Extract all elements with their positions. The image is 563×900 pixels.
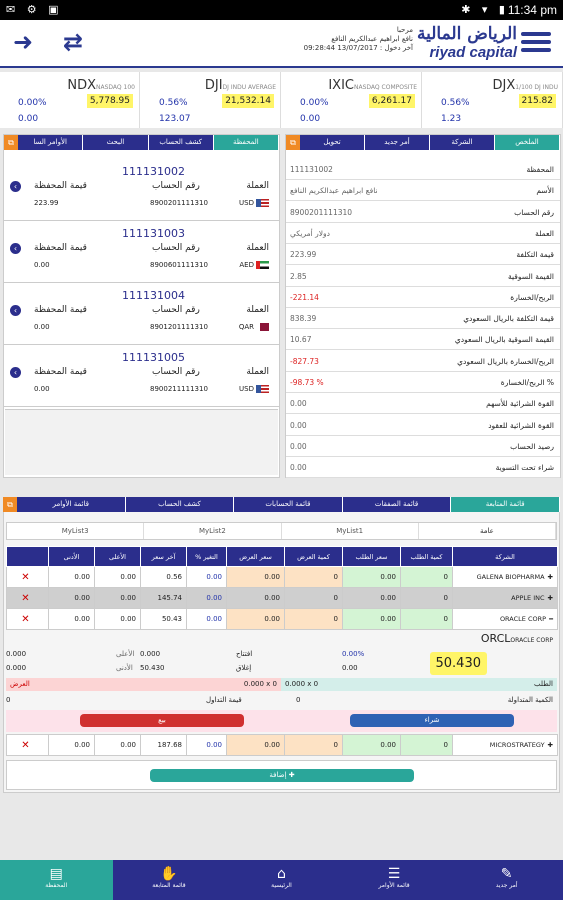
nav-icon: ✎ [500, 866, 513, 882]
symbol-cell[interactable]: GALENA BIOPHARMA ✚ [453, 567, 558, 588]
nav-icon: ☰ [387, 866, 401, 882]
ticker-percent: 0.00% [18, 98, 47, 108]
account-card[interactable] [4, 345, 279, 407]
nav-icon: ▤ [49, 866, 63, 882]
currency-value: USD [239, 385, 269, 393]
nav-item-2[interactable] [225, 860, 338, 900]
logo-arabic: الرياض المالية [417, 24, 517, 44]
account-number-value: 8901201111310 [150, 323, 208, 331]
expand-icon[interactable]: ✚ [547, 741, 553, 749]
external-link-icon[interactable]: ⧉ [3, 497, 17, 512]
chevron-left-icon[interactable]: ‹ [10, 181, 21, 192]
detail-key: قيمة التكلفة [516, 250, 554, 260]
ticker-percent: 0.56% [159, 98, 188, 108]
detail-key: الربح/الخسارة % [500, 378, 554, 387]
status-bar [0, 0, 563, 20]
portfolio-value-label: قيمة المحفظة [34, 367, 87, 377]
notification-icons: ✉ ⚙ ▣ [6, 3, 63, 16]
detail-row [286, 372, 560, 393]
ticker-item-djx[interactable] [423, 72, 563, 128]
account-card[interactable] [4, 221, 279, 283]
quote-symbol: ORCLORACLE CORP [480, 632, 553, 645]
detail-value: 2.85 [290, 271, 307, 281]
quote-extra-2: 0.000 [6, 664, 27, 672]
currency-value: AED [239, 261, 269, 269]
ticker-change: 0.00 [18, 114, 39, 124]
open-label: افتتاح [236, 650, 253, 658]
welcome-username: نافع ابراهيم عبدالكريم النافع [331, 35, 413, 43]
last-price-cell: 50.43 [141, 609, 187, 630]
detail-value: 0.00 [290, 420, 307, 430]
column-header[interactable]: سعر العرض [227, 547, 285, 567]
ticker-item-ixic[interactable] [282, 72, 422, 128]
portfolio-value: 0.00 [34, 385, 50, 393]
currency-label: العملة [246, 181, 269, 191]
portfolio-value-label: قيمة المحفظة [34, 181, 87, 191]
detail-row [286, 415, 560, 436]
account-number-value: 8900211111310 [150, 385, 208, 393]
detail-row [286, 436, 560, 457]
flag-icon [256, 323, 269, 331]
logo-mark-icon [521, 32, 551, 56]
currency-value: USD [239, 199, 269, 207]
detail-key: الأسم [536, 186, 554, 196]
watchlist-body [7, 567, 558, 630]
account-card[interactable] [4, 159, 279, 221]
ticker-symbol: IXICNASDAQ COMPOSITE [328, 78, 417, 93]
last-price-cell: 187.68 [141, 735, 187, 756]
ticker-item-ndx[interactable] [0, 72, 140, 128]
last-price-cell: 0.56 [141, 567, 187, 588]
high-label: الأعلى [116, 650, 135, 658]
detail-value: -98.73 % [290, 378, 324, 387]
index-ticker [0, 72, 563, 128]
bid-label: الطلب [533, 680, 553, 688]
detail-value: -221.14 [290, 292, 319, 302]
table-row[interactable] [7, 735, 558, 756]
remove-icon[interactable]: ✕ [7, 567, 49, 588]
accounts-empty-area [5, 409, 278, 475]
remove-icon[interactable]: ✕ [7, 588, 49, 609]
remove-icon[interactable]: ✕ [7, 609, 49, 630]
chevron-left-icon[interactable]: ‹ [10, 305, 21, 316]
riyad-capital-logo [415, 24, 553, 64]
detail-value: 0.00 [290, 463, 307, 473]
detail-row [286, 266, 560, 287]
low-cell: 0.00 [49, 567, 95, 588]
nav-item-4[interactable] [0, 860, 113, 900]
bid-qty-cell: 0 [401, 609, 453, 630]
symbol-cell[interactable]: ORACLE CORP ━ [453, 609, 558, 630]
watchlist-tabs [3, 497, 560, 512]
column-header[interactable]: الأدنى [49, 547, 95, 567]
ask-qty-cell: 0 [285, 735, 343, 756]
currency-label: العملة [246, 367, 269, 377]
welcome-greeting: مرحبا [396, 26, 413, 34]
quote-extra-1: 0.000 [6, 650, 27, 658]
detail-row [286, 329, 560, 350]
tab-wl_tabs-2[interactable]: قائمة الحسابات [234, 497, 343, 512]
turnover-label: قيمة التداول [206, 696, 242, 704]
account-card[interactable] [4, 283, 279, 345]
ticker-symbol: DJIDJ INDU AVERAGE [204, 78, 276, 93]
external-link-icon[interactable]: ⧉ [4, 135, 18, 150]
bid-bar [281, 678, 557, 691]
portfolio-value: 0.00 [34, 261, 50, 269]
bid-qty-cell: 0 [401, 735, 453, 756]
nav-icon: ✋ [160, 866, 178, 882]
tab-right_tabs-1[interactable]: الشركة [430, 135, 495, 150]
detail-key: القوة الشرائية للعقود [488, 420, 554, 430]
detail-row [286, 287, 560, 308]
column-header[interactable]: % التغير [187, 547, 227, 567]
ticker-percent: 0.00% [300, 98, 329, 108]
close-label: إغلاق [236, 664, 252, 672]
nav-label: قائمة الأوامر [378, 882, 410, 889]
detail-row [286, 159, 560, 180]
detail-key: القيمة السوقية بالريال السعودي [454, 335, 554, 345]
detail-row [286, 393, 560, 414]
ticker-symbol: DJX1/100 DJ INDU [492, 78, 558, 93]
account-number-label: رقم الحساب [152, 181, 200, 191]
detail-value: نافع ابراهيم عبدالكريم النافع [290, 186, 378, 196]
tab-right_tabs-0[interactable]: الملخص [495, 135, 560, 150]
detail-value: 8900201111310 [290, 207, 353, 217]
ticker-change: 1.23 [441, 114, 462, 124]
open-value: 0.00% [342, 650, 365, 658]
tab-right_tabs-2[interactable]: أمر جديد [365, 135, 430, 150]
high-cell: 0.00 [95, 588, 141, 609]
ask-value: 0.000 x 0 [243, 680, 277, 688]
tab-left_tabs-3[interactable]: الأوامر السا [18, 135, 83, 150]
ticker-value: 6,261.17 [369, 94, 415, 108]
detail-row [286, 244, 560, 265]
close-value: 0.00 [342, 664, 358, 672]
ticker-change: 0.00 [300, 114, 321, 124]
nav-item-1[interactable] [338, 860, 451, 900]
watchlist-header-row [7, 547, 558, 567]
high-cell: 0.00 [95, 735, 141, 756]
nav-icon: ⌂ [277, 866, 286, 882]
detail-value: 223.99 [290, 250, 317, 260]
portfolio-value-label: قيمة المحفظة [34, 243, 87, 253]
tab-left_tabs-0[interactable]: المحفظة [214, 135, 279, 150]
low-cell: 0.00 [49, 588, 95, 609]
flag-icon [256, 385, 269, 393]
ticker-value: 215.82 [519, 94, 557, 108]
ticker-change: 123.07 [159, 114, 191, 124]
detail-key: قيمة التكلفة بالريال السعودي [463, 314, 554, 324]
add-button[interactable]: إضافة ✚ [150, 769, 414, 782]
quote-price: 50.430 [430, 652, 488, 675]
detail-tabs [286, 135, 560, 150]
detail-key: القيمة السوقية [508, 271, 554, 281]
account-number-value: 8900201111310 [150, 199, 208, 207]
ask-qty-cell: 0 [285, 588, 343, 609]
currency-label: العملة [246, 243, 269, 253]
ticker-symbol: NDXNASDAQ 100 [67, 78, 135, 93]
currency-label: العملة [246, 305, 269, 315]
column-header[interactable]: الأعلى [95, 547, 141, 567]
nav-label: أمر جديد [495, 882, 518, 889]
change-cell: 0.00 [187, 588, 227, 609]
detail-value: 0.00 [290, 399, 307, 409]
logo-english: riyad capital [429, 44, 517, 61]
bottom-navigation [0, 860, 563, 900]
portfolio-value-label: قيمة المحفظة [34, 305, 87, 315]
portfolio-detail-panel [285, 134, 561, 478]
watchlist-table [6, 546, 558, 630]
ask-bar [6, 678, 281, 691]
table-row[interactable] [7, 567, 558, 588]
watchlist-subtab-2[interactable]: MyList1 [282, 523, 419, 539]
expand-icon[interactable]: ✚ [547, 594, 553, 602]
external-link-icon[interactable]: ⧉ [286, 135, 300, 150]
detail-row [286, 180, 560, 201]
detail-key: رصيد الحساب [510, 441, 554, 451]
chevron-left-icon[interactable]: ‹ [10, 243, 21, 254]
table-row[interactable] [7, 609, 558, 630]
detail-key: الربح/الخسارة بالريال السعودي [457, 356, 554, 366]
nav-label: قائمة المتابعة [152, 882, 186, 889]
bid-qty-cell: 0 [401, 588, 453, 609]
portfolio-value: 223.99 [34, 199, 59, 207]
high-cell: 0.00 [95, 609, 141, 630]
low-label: الأدنى [116, 664, 133, 672]
watchlist-subtab-0[interactable]: MyList3 [7, 523, 144, 539]
detail-key: القوة الشرائية للأسهم [486, 399, 554, 409]
sell-button[interactable]: بيع [80, 714, 244, 727]
ticker-value: 5,778.95 [87, 94, 133, 108]
detail-value: 0.00 [290, 441, 307, 451]
symbol-cell[interactable]: APPLE INC ✚ [453, 588, 558, 609]
tab-wl_tabs-0[interactable]: قائمة المتابعة [451, 497, 560, 512]
expand-icon[interactable]: ━ [549, 615, 553, 623]
detail-row [286, 202, 560, 223]
symbol-cell[interactable]: MICROSTRATEGY ✚ [453, 735, 558, 756]
detail-value: 10.67 [290, 335, 312, 345]
bid-price-cell: 0.00 [343, 609, 401, 630]
detail-row [286, 308, 560, 329]
detail-value: 838.39 [290, 314, 317, 324]
account-portfolio-number: 111131002 [122, 165, 185, 178]
tab-wl_tabs-4[interactable]: قائمة الأوامر [17, 497, 126, 512]
volume-label: الكمية المتداولة [507, 696, 553, 704]
low-value: 50.430 [140, 664, 165, 672]
detail-value: 111131002 [290, 165, 333, 174]
column-header[interactable]: كمية الطلب [401, 547, 453, 567]
detail-row [286, 351, 560, 372]
detail-row [286, 223, 560, 244]
flag-icon [256, 261, 269, 269]
detail-value: -827.73 [290, 356, 319, 366]
watchlist-subtab-3[interactable]: عامة [419, 523, 556, 539]
column-header[interactable]: سعر الطلب [343, 547, 401, 567]
ticker-percent: 0.56% [441, 98, 470, 108]
app-header [0, 20, 563, 68]
last-price-cell: 145.74 [141, 588, 187, 609]
tab-left_tabs-1[interactable]: كشف الحساب [149, 135, 214, 150]
detail-key: شراء تحت التسوية [495, 463, 554, 473]
column-header[interactable]: آخر سعر [141, 547, 187, 567]
ask-price-cell: 0.00 [227, 588, 285, 609]
portfolio-value: 0.00 [34, 323, 50, 331]
account-number-label: رقم الحساب [152, 243, 200, 253]
last-login: آخر دخول : 13/07/2017 09:28:44 [303, 44, 413, 52]
ask-qty-cell: 0 [285, 567, 343, 588]
detail-key: رقم الحساب [514, 207, 554, 217]
nav-label: المحفظة [45, 882, 68, 889]
logout-icon[interactable]: ➜ [12, 28, 34, 56]
bid-price-cell: 0.00 [343, 735, 401, 756]
ask-label: العرض [10, 680, 30, 688]
bid-value: 0.000 x 0 [285, 680, 319, 688]
change-cell: 0.00 [187, 735, 227, 756]
bid-price-cell: 0.00 [343, 567, 401, 588]
table-row[interactable] [7, 588, 558, 609]
volume-value: 0 [296, 696, 301, 704]
ticker-value: 21,532.14 [222, 94, 274, 108]
tab-right_tabs-3[interactable]: تحويل [300, 135, 365, 150]
accounts-panel [3, 134, 280, 478]
watchlist-subtab-1[interactable]: MyList2 [144, 523, 281, 539]
change-cell: 0.00 [187, 567, 227, 588]
ask-qty-cell: 0 [285, 609, 343, 630]
buy-button[interactable]: شراء [350, 714, 514, 727]
turnover-value: 0 [6, 696, 11, 704]
bid-price-cell: 0.00 [343, 588, 401, 609]
clock: 11:34 pm [507, 3, 557, 17]
column-header[interactable] [7, 547, 49, 567]
currency-value: QAR [239, 323, 269, 331]
account-portfolio-number: 111131004 [122, 289, 185, 302]
change-cell: 0.00 [187, 609, 227, 630]
ask-price-cell: 0.00 [227, 609, 285, 630]
high-value: 0.000 [140, 650, 161, 658]
system-icons: ✱ ▾ ▮ [461, 3, 509, 16]
low-cell: 0.00 [49, 609, 95, 630]
watchlist-extra-table [6, 734, 558, 756]
expand-icon[interactable]: ✚ [547, 573, 553, 581]
nav-item-3[interactable] [113, 860, 226, 900]
detail-key: المحفظة [526, 165, 554, 174]
bid-qty-cell: 0 [401, 567, 453, 588]
flag-icon [256, 199, 269, 207]
nav-item-0[interactable] [450, 860, 563, 900]
volume-row [6, 694, 557, 706]
welcome-block [304, 26, 413, 53]
ask-price-cell: 0.00 [227, 735, 285, 756]
high-cell: 0.00 [95, 567, 141, 588]
column-header[interactable]: كمية العرض [285, 547, 343, 567]
detail-row [286, 457, 560, 478]
account-portfolio-number: 111131003 [122, 227, 185, 240]
chevron-left-icon[interactable]: ‹ [10, 367, 21, 378]
accounts-tabs [4, 135, 279, 150]
detail-key: الربح/الخسارة [510, 292, 554, 302]
detail-value: دولار أمريكي [290, 228, 330, 238]
watchlist-subtabs [6, 522, 557, 540]
tab-wl_tabs-3[interactable]: كشف الحساب [126, 497, 235, 512]
account-number-label: رقم الحساب [152, 305, 200, 315]
column-header[interactable]: الشركة [453, 547, 558, 567]
detail-key: العملة [535, 228, 554, 238]
tab-left_tabs-2[interactable]: البحث [83, 135, 148, 150]
account-number-label: رقم الحساب [152, 367, 200, 377]
ask-price-cell: 0.00 [227, 567, 285, 588]
refresh-swap-icon[interactable]: ⇄ [62, 28, 84, 56]
nav-label: الرئيسية [271, 882, 292, 889]
account-portfolio-number: 111131005 [122, 351, 185, 364]
low-cell: 0.00 [49, 735, 95, 756]
tab-wl_tabs-1[interactable]: قائمة الصفقات [343, 497, 452, 512]
ticker-item-dji[interactable] [141, 72, 281, 128]
account-number-value: 8900601111310 [150, 261, 208, 269]
remove-icon[interactable]: ✕ [7, 735, 49, 756]
